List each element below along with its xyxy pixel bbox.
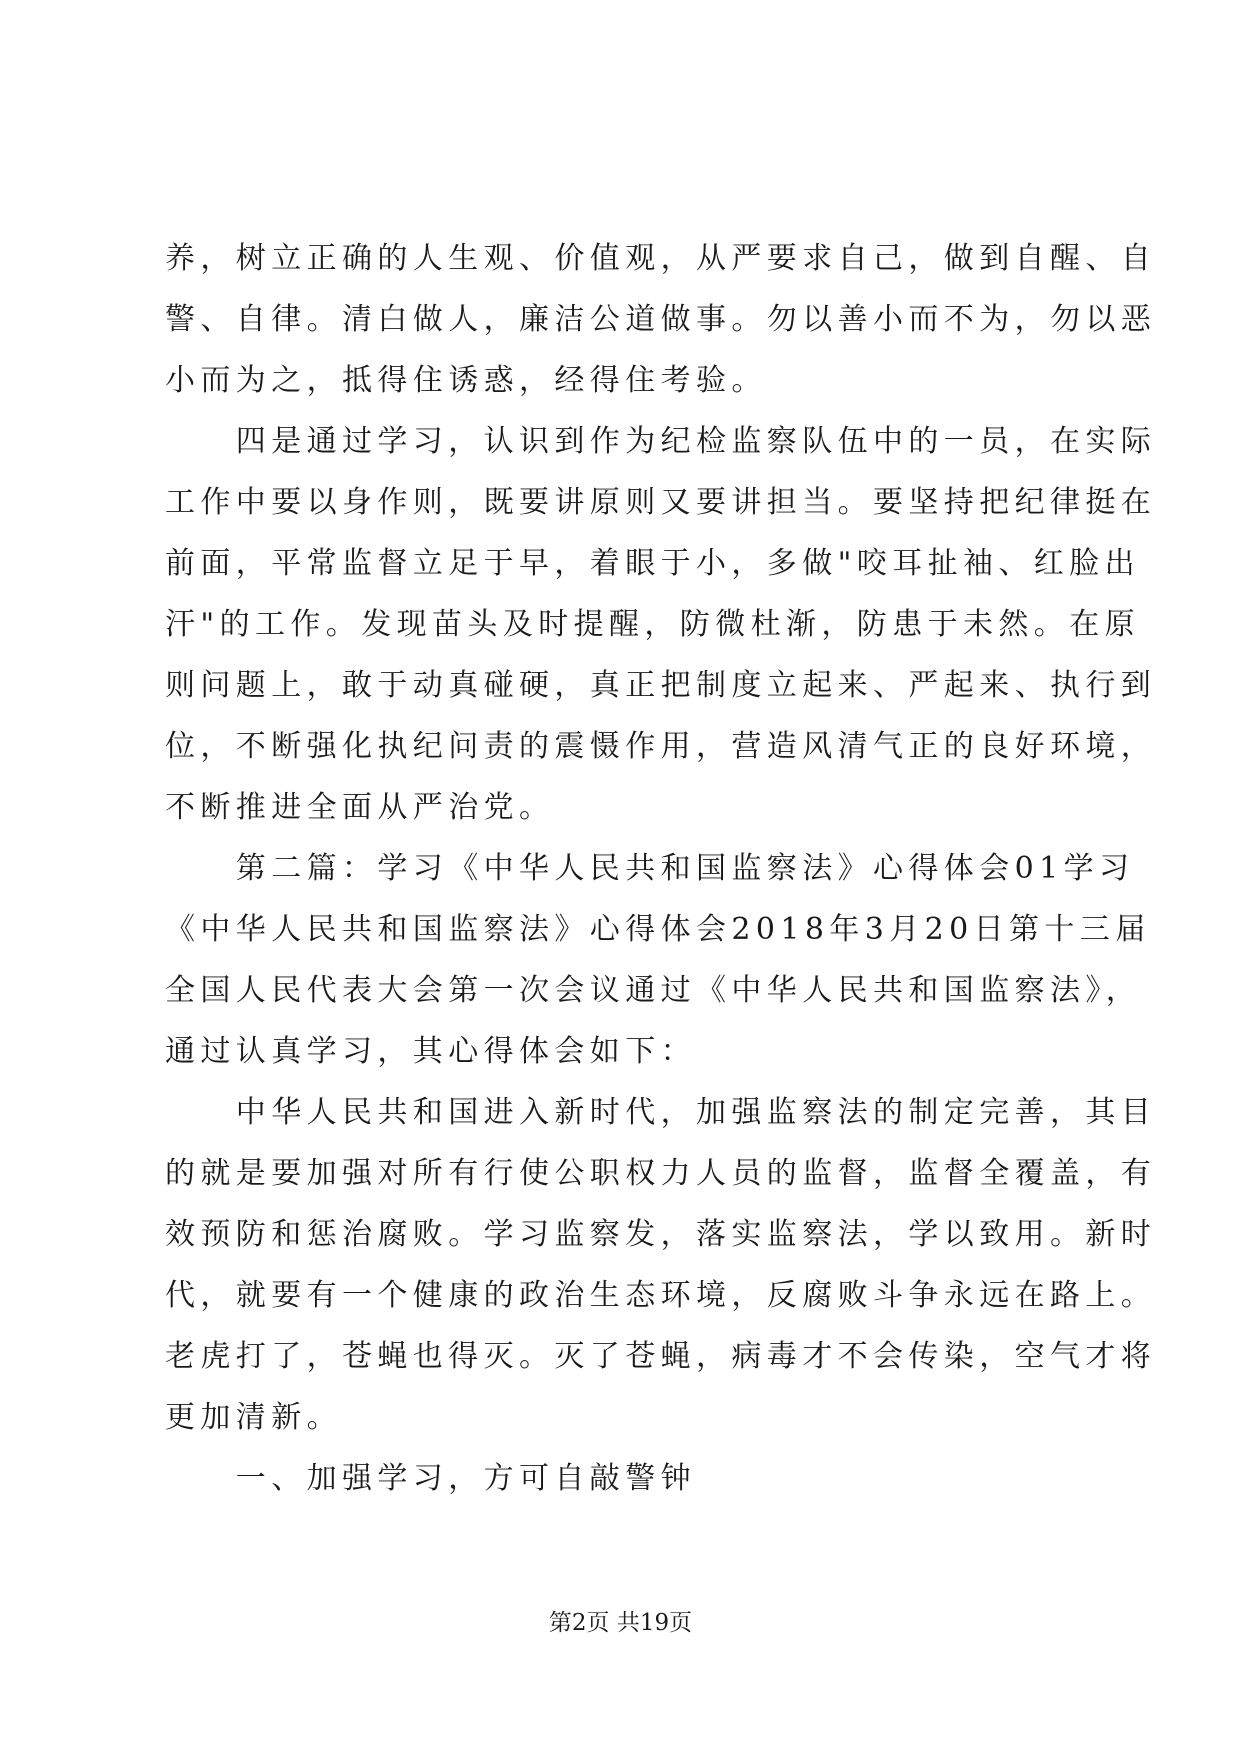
- text-line: 更加清新。: [165, 1400, 342, 1435]
- text-line: 老虎打了，苍蝇也得灭。灭了苍蝇，病毒才不会传染，空气才将: [165, 1339, 1157, 1374]
- text-line: 全国人民代表大会第一次会议通过《中华人民共和国监察法》，: [165, 973, 1142, 1008]
- text-line: 养，树立正确的人生观、价值观，从严要求自己，做到自醒、自: [165, 241, 1157, 276]
- text-line: 则问题上，敢于动真碰硬，真正把制度立起来、严起来、执行到: [165, 668, 1157, 703]
- text-line: 《中华人民共和国监察法》心得体会2018年3月20日第十三届: [165, 912, 1151, 947]
- text-line: 通过认真学习，其心得体会如下：: [165, 1034, 696, 1069]
- text-line: 前面，平常监督立足于早，着眼于小，多做"咬耳扯袖、红脸出: [165, 546, 1140, 581]
- text-line: 小而为之，抵得住诱惑，经得住考验。: [165, 363, 767, 398]
- text-line: 四是通过学习，认识到作为纪检监察队伍中的一员，在实际: [165, 424, 1157, 459]
- section-heading: 一、加强学习，方可自敲警钟: [165, 1461, 696, 1496]
- text-line: 不断推进全面从严治党。: [165, 790, 555, 825]
- text-line: 位，不断强化执纪问责的震慑作用，营造风清气正的良好环境，: [165, 729, 1157, 764]
- text-line: 第二篇：学习《中华人民共和国监察法》心得体会01学习: [165, 851, 1135, 886]
- text-line: 效预防和惩治腐败。学习监察发，落实监察法，学以致用。新时: [165, 1217, 1157, 1252]
- text-line: 代，就要有一个健康的政治生态环境，反腐败斗争永远在路上。: [165, 1278, 1157, 1313]
- text-line: 警、自律。清白做人，廉洁公道做事。勿以善小而不为，勿以恶: [165, 302, 1157, 337]
- page-number-footer: 第2页 共19页: [548, 1610, 693, 1636]
- text-line: 工作中要以身作则，既要讲原则又要讲担当。要坚持把纪律挺在: [165, 485, 1157, 520]
- document-body: [165, 228, 1157, 1509]
- text-line: 汗"的工作。发现苗头及时提醒，防微杜渐，防患于未然。在原: [165, 607, 1140, 642]
- text-line: 中华人民共和国进入新时代，加强监察法的制定完善，其目: [165, 1095, 1157, 1130]
- text-line: 的就是要加强对所有行使公职权力人员的监督，监督全覆盖，有: [165, 1156, 1157, 1191]
